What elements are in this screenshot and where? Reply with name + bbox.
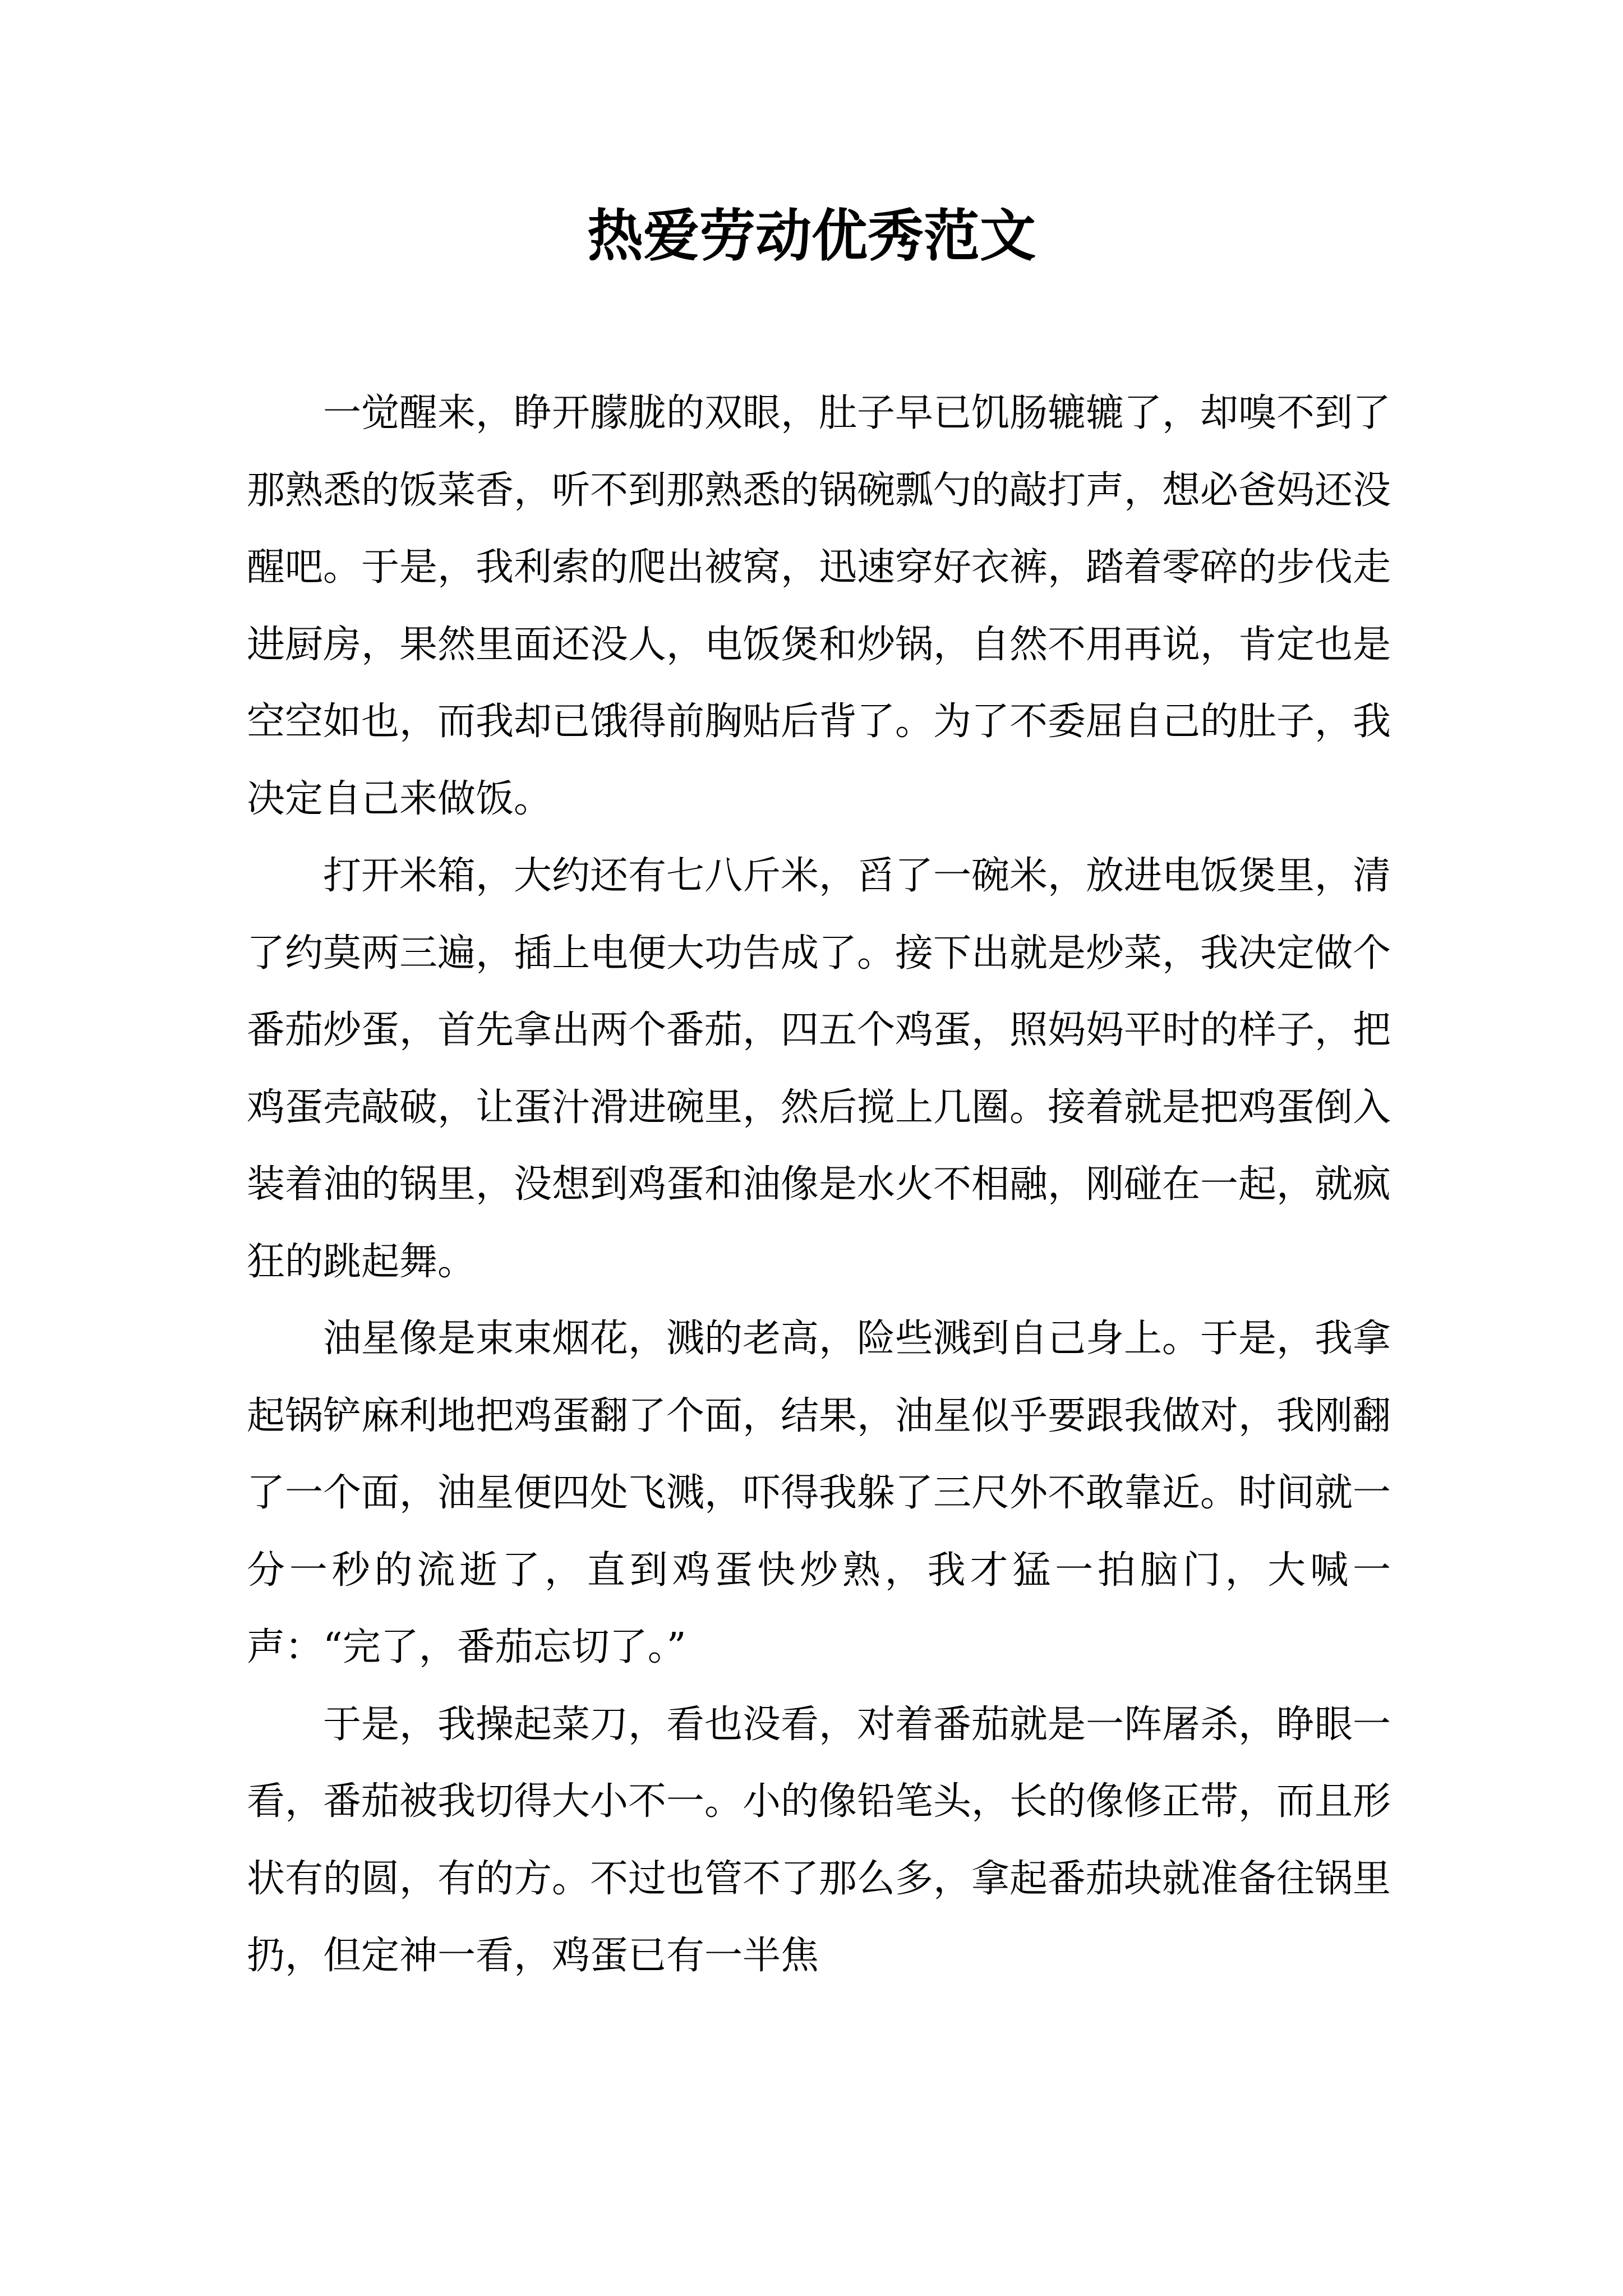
document-body [247,375,1391,1995]
paragraph-3: 油星像是束束烟花，溅的老高，险些溅到自己身上。于是，我拿起锅铲麻利地把鸡蛋翻了个面，结果，油星似乎要跟我做对，我刚翻了一个面，油星便四处飞溅，吓得我躲了三尺外不敢靠近。时间就一分一秒的流逝了，直到鸡蛋快炒熟，我才猛一拍脑门，大喊一声：“完了，番茄忘切了。” [247,1317,1391,1669]
paragraph-4: 于是，我操起菜刀，看也没看，对着番茄就是一阵屠杀，睁眼一看，番茄被我切得大小不一。小的像铅笔头，长的像修正带，而且形状有的圆，有的方。不过也管不了那么多，拿起番茄块就准备往锅里扔，但定神一看，鸡蛋已有一半焦 [247,1702,1391,1978]
paragraph-1: 一觉醒来，睁开朦胧的双眼，肚子早已饥肠辘辘了，却嗅不到了那熟悉的饭菜香，听不到那熟悉的锅碗瓢勺的敲打声，想必爸妈还没醒吧。于是，我利索的爬出被窝，迅速穿好衣裤，踏着零碎的步伐走进厨房，果然里面还没人，电饭煲和炒锅，自然不用再说，肯定也是空空如也，而我却已饿得前胸贴后背了。为了不委屈自己的肚子，我决定自己来做饭。 [247,391,1391,821]
paragraph-2: 打开米箱，大约还有七八斤米，舀了一碗米，放进电饭煲里，清了约莫两三遍，插上电便大功告成了。接下出就是炒菜，我决定做个番茄炒蛋，首先拿出两个番茄，四五个鸡蛋，照妈妈平时的样子，把鸡蛋壳敲破，让蛋汁滑进碗里，然后搅上几圈。接着就是把鸡蛋倒入装着油的锅里，没想到鸡蛋和油像是水火不相融，刚碰在一起，就疯狂的跳起舞。 [247,854,1391,1284]
document-title: 热爱劳动优秀范文 [587,203,1036,269]
